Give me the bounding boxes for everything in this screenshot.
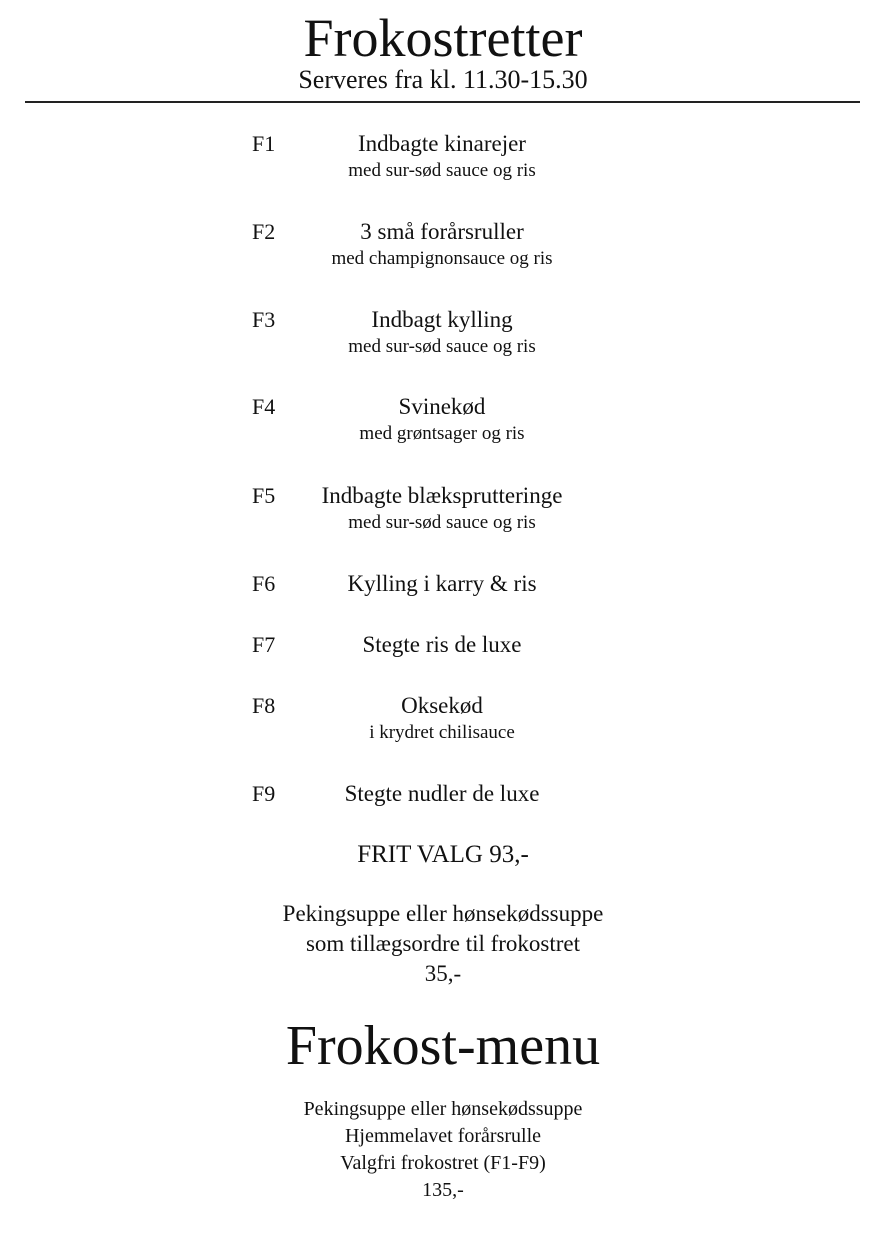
- page-title: Frokostretter: [303, 8, 583, 68]
- item-desc: med sur-sød sauce og ris: [348, 336, 536, 357]
- item-code: F4: [252, 394, 276, 419]
- item-code: F5: [252, 483, 276, 508]
- divider: [25, 101, 860, 103]
- item-code: F1: [252, 131, 276, 156]
- menu-line-3: Valgfri frokostret (F1-F9): [340, 1152, 546, 1174]
- item-name: Kylling i karry & ris: [347, 571, 537, 596]
- item-code: F2: [252, 219, 276, 244]
- menu-section-title: Frokost-menu: [285, 1015, 601, 1077]
- item-name: Svinekød: [398, 394, 486, 419]
- price-headline: FRIT VALG 93,-: [357, 841, 529, 868]
- addon-line-1: Pekingsuppe eller hønsekødssuppe: [282, 901, 604, 926]
- addon-price: 35,-: [424, 961, 462, 986]
- item-name: Indbagte blæksprutteringe: [321, 483, 563, 508]
- item-code: F9: [252, 781, 276, 806]
- item-code: F3: [252, 307, 276, 332]
- item-desc: med sur-sød sauce og ris: [348, 512, 536, 533]
- item-desc: med champignonsauce og ris: [331, 248, 553, 269]
- menu-line-1: Pekingsuppe eller hønsekødssuppe: [303, 1098, 583, 1120]
- item-desc: med grøntsager og ris: [359, 423, 525, 444]
- item-name: 3 små forårsruller: [360, 219, 524, 244]
- item-code: F8: [252, 693, 276, 718]
- page-subtitle: Serveres fra kl. 11.30-15.30: [298, 65, 588, 94]
- item-name: Indbagte kinarejer: [358, 131, 526, 156]
- menu-price: 135,-: [422, 1179, 464, 1201]
- item-name: Stegte ris de luxe: [362, 632, 522, 657]
- item-desc: med sur-sød sauce og ris: [348, 160, 536, 181]
- item-desc: i krydret chilisauce: [369, 722, 515, 743]
- item-name: Oksekød: [401, 693, 483, 718]
- addon-line-2: som tillægsordre til frokostret: [305, 931, 581, 956]
- item-name: Indbagt kylling: [371, 307, 513, 332]
- item-name: Stegte nudler de luxe: [344, 781, 540, 806]
- item-code: F7: [252, 632, 276, 657]
- menu-line-2: Hjemmelavet forårsrulle: [344, 1125, 542, 1147]
- item-code: F6: [252, 571, 276, 596]
